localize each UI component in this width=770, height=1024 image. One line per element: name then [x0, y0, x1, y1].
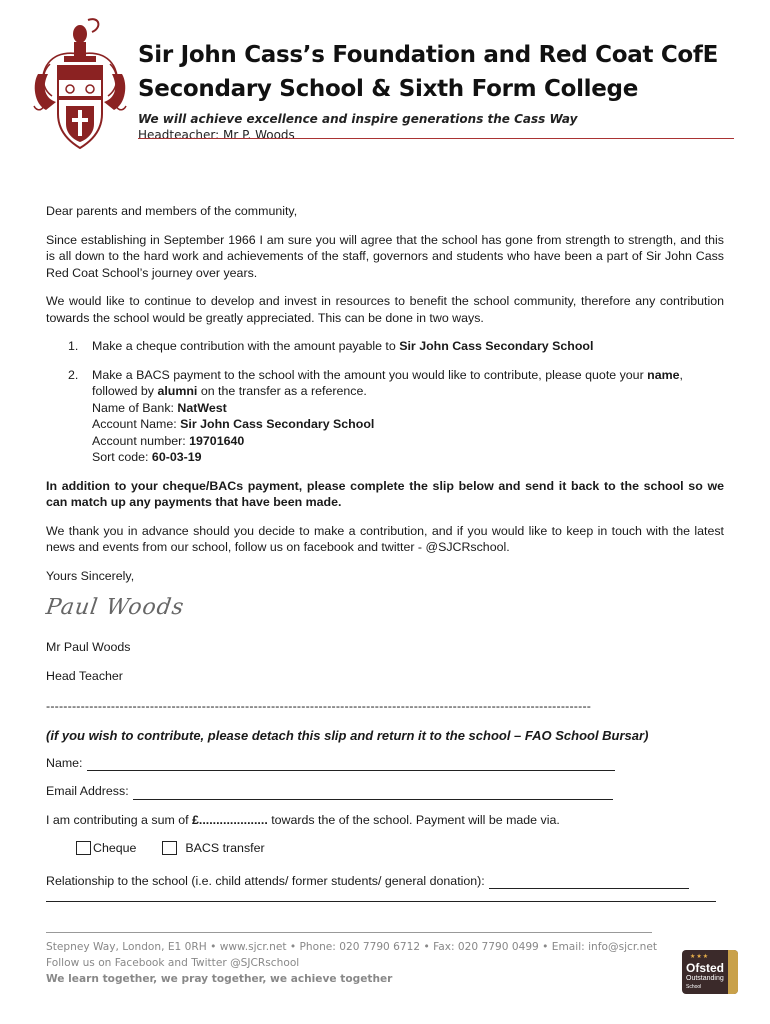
star-icon: ★★★	[690, 954, 710, 960]
amount-field[interactable]: £....................	[192, 812, 268, 827]
account-name: Account Name: Sir John Cass Secondary School	[92, 417, 375, 431]
email-label: Email Address:	[46, 784, 129, 798]
school-crest	[30, 14, 130, 164]
page-footer	[46, 932, 656, 987]
bacs-checkbox[interactable]	[162, 841, 177, 855]
school-name-line1: Sir John Cass’s Foundation and Red Coat CofE	[138, 42, 719, 68]
bank-name: Name of Bank: NatWest	[92, 400, 227, 415]
email-field-row	[46, 783, 724, 800]
relationship-label: Relationship to the school (i.e. child attends/ former students/ general donation):	[46, 873, 485, 888]
detach-line: ------------------------------------------------------------------------------------------------------------------------------	[46, 698, 592, 713]
school-motto: We will achieve excellence and inspire generations the Cass Way	[138, 112, 578, 126]
footer-divider	[46, 932, 652, 933]
greeting: Dear parents and members of the community,	[46, 204, 298, 218]
relationship-field[interactable]	[489, 874, 689, 889]
name-field-row	[46, 755, 724, 772]
school-name-line2: Secondary School & Sixth Form College	[138, 76, 638, 102]
account-number: Account number: 19701640	[92, 433, 245, 448]
slip-heading: (if you wish to contribute, please detach this slip and return it to the school – FAO School Bursar)	[46, 728, 649, 743]
email-field[interactable]	[133, 785, 613, 800]
cheque-label: Cheque	[93, 841, 137, 855]
slip-instruction: In addition to your cheque/BACs payment, please complete the slip below and send it back to the school so we can match up any payments that have been made.	[46, 478, 724, 509]
paragraph-history: Since establishing in September 1966 I am sure you will agree that the school has gone from strength to strength, and this is all down to the hard work and achievements of the staff, governors and students who have been a part of Sir John Cass Red Coat School’s journey over years.	[46, 232, 724, 280]
footer-address: Stepney Way, London, E1 0RH • www.sjcr.net • Phone: 020 7790 6712 • Fax: 020 7790 0499 • Email: info@sjcr.net	[46, 941, 657, 953]
list-item-bacs: 2. Make a BACS payment to the school with the amount you would like to contribute, please quote your name, followed by alumni on the transfer as a reference. Name of Bank: NatWest Account Name: Sir John Cass Secondary School Account number: 19701640 Sort code: 60-03-19	[46, 367, 724, 466]
badge-stripe	[728, 950, 738, 994]
paragraph-thanks: We thank you in advance should you decide to make a contribution, and if you would like to keep in touch with the latest news and events from our school, follow us on facebook and twitter - @SJCRschool.	[46, 523, 724, 554]
letter-body	[46, 203, 724, 902]
cheque-checkbox[interactable]	[76, 841, 91, 855]
payment-options	[76, 840, 724, 857]
amount-row: I am contributing a sum of £.................... towards the of the school. Payment will be made via.	[46, 812, 560, 827]
list-item-cheque: 1. Make a cheque contribution with the amount payable to Sir John Cass Secondary School	[68, 339, 594, 353]
paragraph-contribution: We would like to continue to develop and invest in resources to benefit the school community, therefore any contribution towards the school would be greatly appreciated. This can be done in two ways.	[46, 294, 724, 325]
name-field[interactable]	[87, 756, 615, 771]
signature: Paul Woods	[44, 595, 186, 620]
relationship-row	[46, 873, 724, 890]
signer-title: Head Teacher	[46, 669, 123, 683]
name-label: Name:	[46, 755, 83, 770]
sort-code: Sort code: 60-03-19	[92, 450, 202, 464]
letterhead	[138, 38, 738, 142]
headteacher-line: Headteacher: Mr P. Woods	[138, 128, 295, 142]
relationship-field-line2[interactable]	[46, 901, 716, 902]
ofsted-badge: ★★★ Ofsted Outstanding School	[682, 950, 738, 994]
payment-methods-list	[46, 338, 724, 466]
footer-social: Follow us on Facebook and Twitter @SJCRschool	[46, 957, 300, 969]
closing: Yours Sincerely,	[46, 568, 135, 583]
header-divider	[138, 138, 734, 139]
signer-name: Mr Paul Woods	[46, 639, 131, 654]
bacs-label: BACS transfer	[185, 841, 265, 855]
footer-tagline: We learn together, we pray together, we achieve together	[46, 973, 393, 985]
